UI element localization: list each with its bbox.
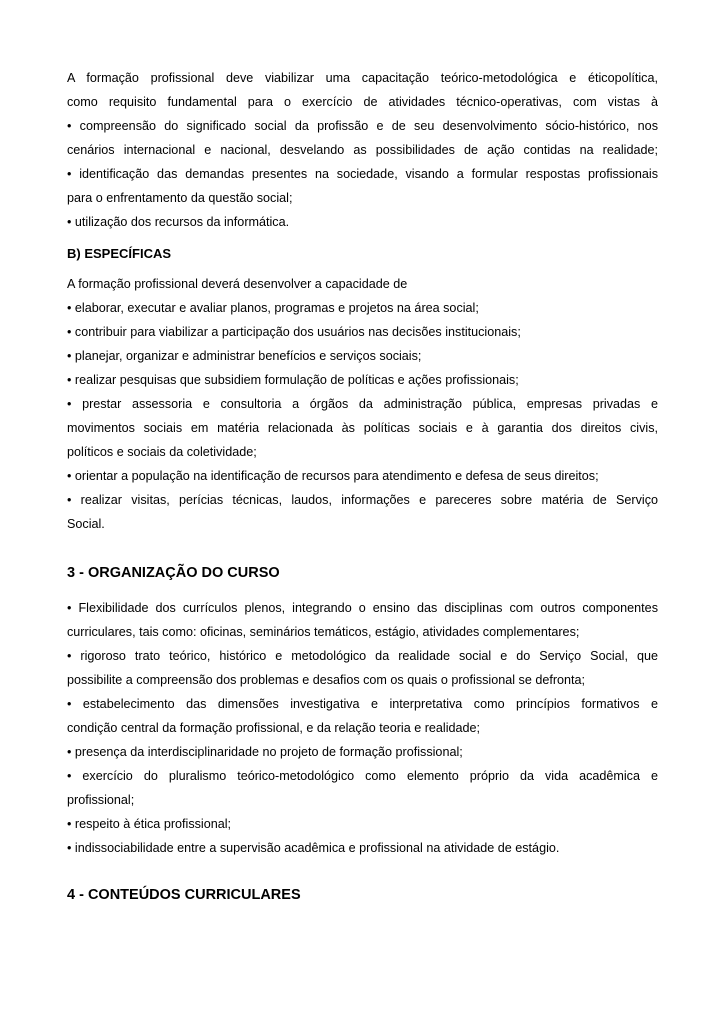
text-line: Social.: [67, 517, 105, 531]
text-line: • respeito à ética profissional;: [67, 817, 232, 831]
text-line: movimentos sociais em matéria relacionada às políticas sociais e à garantia dos direitos civis,: [67, 421, 658, 435]
text-line: A formação profissional deve viabilizar uma capacitação teórico-metodológica e éticopolítica,: [67, 71, 658, 85]
text-line: • utilização dos recursos da informática.: [67, 215, 290, 229]
section-4-heading: 4 - CONTEÚDOS CURRICULARES: [67, 887, 301, 903]
text-line: cenários internacional e nacional, desvelando as possibilidades de ação contidas na realidade;: [67, 143, 658, 157]
text-line: • compreensão do significado social da profissão e de seu desenvolvimento sócio-histórico, nos: [67, 119, 658, 133]
text-line: • realizar pesquisas que subsidiem formulação de políticas e ações profissionais;: [67, 373, 519, 387]
text-line: • presença da interdisciplinaridade no projeto de formação profissional;: [67, 745, 463, 759]
text-line: • estabelecimento das dimensões investigativa e interpretativa como princípios formativos e: [67, 697, 658, 711]
section-3-body: [67, 596, 658, 860]
text-line: como requisito fundamental para o exercício de atividades técnico-operativas, com vistas à: [67, 95, 658, 109]
section-3-heading: 3 - ORGANIZAÇÃO DO CURSO: [67, 565, 280, 581]
text-line: • contribuir para viabilizar a participação dos usuários nas decisões institucionais;: [67, 325, 521, 339]
section-b-heading: B) ESPECÍFICAS: [67, 246, 172, 261]
text-line: • rigoroso trato teórico, histórico e metodológico da realidade social e do Serviço Social, que: [67, 649, 658, 663]
text-line: curriculares, tais como: oficinas, seminários temáticos, estágio, atividades complementares;: [67, 625, 580, 639]
text-line: profissional;: [67, 793, 135, 807]
text-line: • exercício do pluralismo teórico-metodológico como elemento próprio da vida acadêmica e: [67, 769, 658, 783]
text-line: • prestar assessoria e consultoria a órgãos da administração pública, empresas privadas e: [67, 397, 658, 411]
text-line: condição central da formação profissional, e da relação teoria e realidade;: [67, 721, 481, 735]
text-line: • orientar a população na identificação de recursos para atendimento e defesa de seus direitos;: [67, 469, 599, 483]
text-line: • realizar visitas, perícias técnicas, laudos, informações e pareceres sobre matéria de Serviço: [67, 493, 658, 507]
intro-paragraph: [67, 66, 658, 234]
text-line: possibilite a compreensão dos problemas e desafios com os quais o profissional se defronta;: [67, 673, 586, 687]
text-line: • elaborar, executar e avaliar planos, programas e projetos na área social;: [67, 301, 479, 315]
text-line: políticos e sociais da coletividade;: [67, 445, 257, 459]
text-line: • planejar, organizar e administrar benefícios e serviços sociais;: [67, 349, 422, 363]
text-line: • identificação das demandas presentes na sociedade, visando a formular respostas profissionais: [67, 167, 658, 181]
text-line: • indissociabilidade entre a supervisão acadêmica e profissional na atividade de estágio.: [67, 841, 560, 855]
text-line: A formação profissional deverá desenvolver a capacidade de: [67, 277, 408, 291]
text-line: para o enfrentamento da questão social;: [67, 191, 293, 205]
section-b-body: [67, 272, 658, 536]
text-line: • Flexibilidade dos currículos plenos, integrando o ensino das disciplinas com outros componentes: [67, 601, 658, 615]
